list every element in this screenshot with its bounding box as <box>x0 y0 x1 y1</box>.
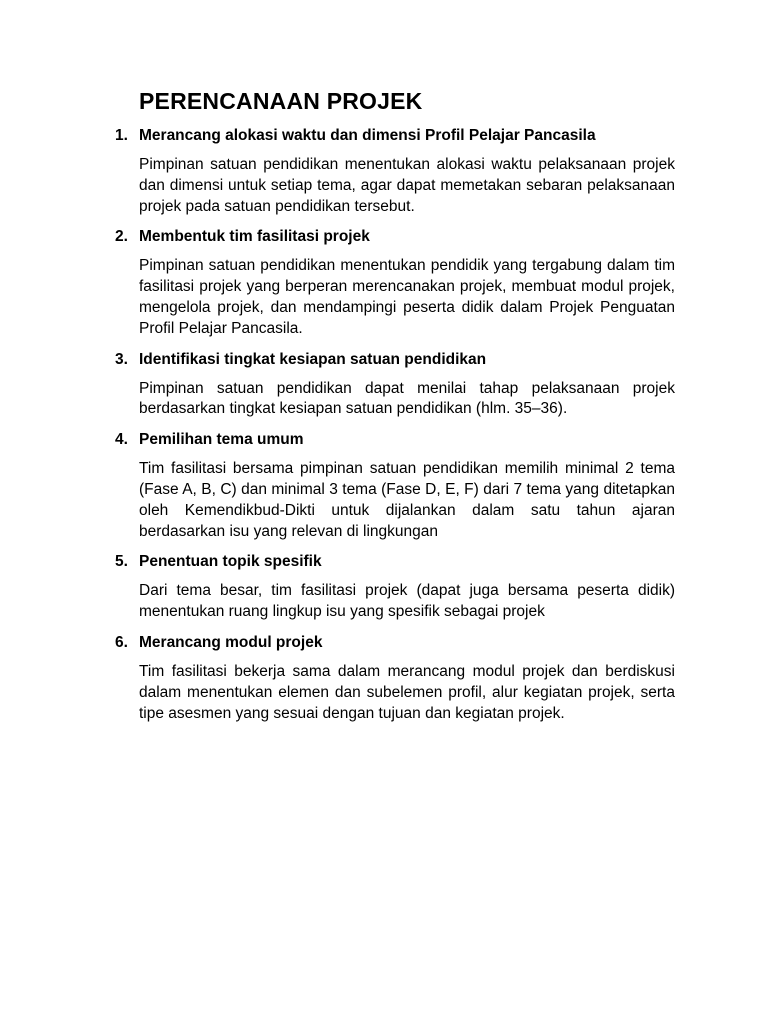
section-number: 6. <box>115 633 128 651</box>
section-number: 5. <box>115 553 128 571</box>
document-content <box>115 86 675 734</box>
section-heading <box>115 227 675 247</box>
section-heading-text: Pemilihan tema umum <box>139 431 304 449</box>
section-1 <box>115 126 675 217</box>
section-3 <box>115 350 675 421</box>
section-number: 2. <box>115 228 128 246</box>
section-body: Pimpinan satuan pendidikan dapat menilai tahap pelaksanaan projek berdasarkan tingkat kesiapan satuan pendidikan (hlm. 35–36). <box>139 379 675 418</box>
section-heading-text: Merancang modul projek <box>139 633 323 651</box>
section-heading-text: Membentuk tim fasilitasi projek <box>139 228 370 246</box>
section-number: 4. <box>115 431 128 449</box>
section-heading <box>115 350 675 370</box>
section-heading <box>115 126 675 146</box>
section-5 <box>115 552 675 623</box>
section-number: 3. <box>115 350 128 368</box>
section-2 <box>115 227 675 339</box>
section-heading-text: Merancang alokasi waktu dan dimensi Profil Pelajar Pancasila <box>139 127 596 144</box>
section-body: Tim fasilitasi bekerja sama dalam merancang modul projek dan berdiskusi dalam menentukan elemen dan subelemen profil, alur kegiatan projek, serta tipe asesmen yang sesuai dengan tujuan dan kegiatan projek. <box>139 662 675 722</box>
section-heading-text: Penentuan topik spesifik <box>139 553 322 571</box>
section-body: Pimpinan satuan pendidikan menentukan pendidik yang tergabung dalam tim fasilitasi projek yang berperan merencanakan projek, membuat modul projek, mengelola projek, dan mendampingi peserta didik dalam Projek Penguatan Profil Pelajar Pancasila. <box>139 257 675 337</box>
section-4 <box>115 430 675 542</box>
section-number: 1. <box>115 127 128 144</box>
section-heading <box>115 552 675 572</box>
section-6 <box>115 633 675 724</box>
section-heading <box>115 430 675 450</box>
page-title: PERENCANAAN PROJEK <box>139 88 423 114</box>
section-heading-text: Identifikasi tingkat kesiapan satuan pendidikan <box>139 350 487 368</box>
section-body: Tim fasilitasi bersama pimpinan satuan pendidikan memilih minimal 2 tema (Fase A, B, C) dan minimal 3 tema (Fase D, E, F) dari 7 tema yang ditetapkan oleh Kemendikbud-Dikti untuk dijalankan dalam satu tahun ajaran berdasarkan isu yang relevan di lingkungan <box>139 460 675 540</box>
section-body: Pimpinan satuan pendidikan menentukan alokasi waktu pelaksanaan projek dan dimensi untuk setiap tema, agar dapat memetakan sebaran pelaksanaan projek pada satuan pendidikan tersebut. <box>139 156 675 215</box>
section-body: Dari tema besar, tim fasilitasi projek (dapat juga bersama peserta didik) menentukan ruang lingkup isu yang spesifik sebagai projek <box>139 582 675 621</box>
section-heading <box>115 633 675 653</box>
